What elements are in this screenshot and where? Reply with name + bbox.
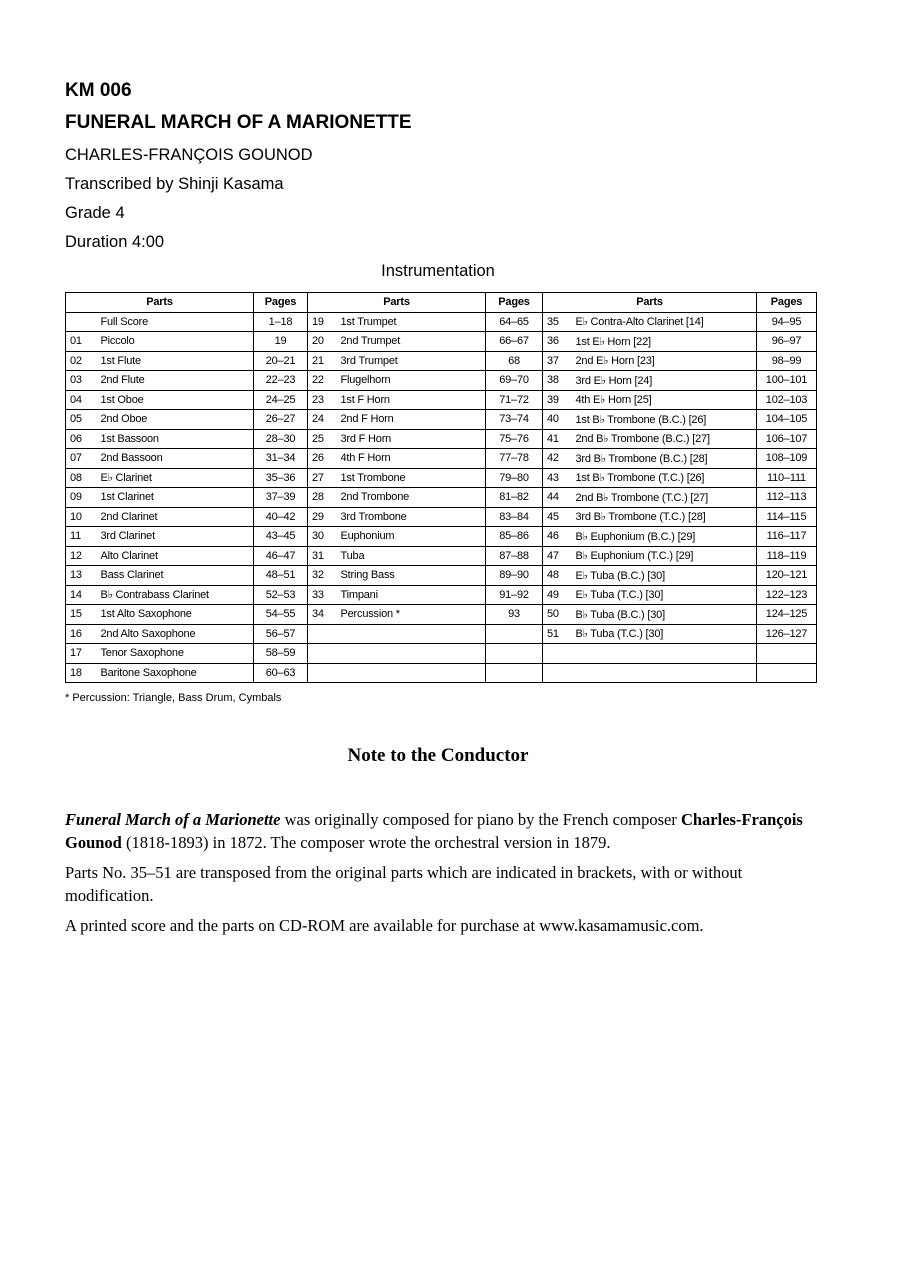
part-name: 2nd Trumpet — [339, 332, 486, 352]
part-pages: 69–70 — [486, 371, 543, 391]
part-number: 03 — [66, 371, 99, 391]
part-pages: 120–121 — [757, 566, 817, 586]
part-number — [66, 312, 99, 332]
part-name — [339, 644, 486, 664]
part-name: Timpani — [339, 585, 486, 605]
part-pages: 116–117 — [757, 527, 817, 547]
part-name: 1st Bassoon — [99, 429, 254, 449]
table-row — [66, 585, 817, 605]
part-name: 1st Flute — [99, 351, 254, 371]
part-name: 2nd B♭ Trombone (T.C.) [27] — [574, 488, 757, 508]
part-number — [308, 663, 339, 683]
table-row — [66, 488, 817, 508]
part-pages: 40–42 — [254, 507, 308, 527]
part-name: 2nd B♭ Trombone (B.C.) [27] — [574, 429, 757, 449]
part-pages: 102–103 — [757, 390, 817, 410]
composer-reference: Charles-François Gounod — [65, 810, 803, 852]
table-row — [66, 644, 817, 664]
part-number: 39 — [543, 390, 574, 410]
table-row — [66, 429, 817, 449]
part-name: String Bass — [339, 566, 486, 586]
note-paragraph: A printed score and the parts on CD-ROM are available for purchase at www.kasamamusic.com. — [65, 916, 704, 935]
part-pages: 46–47 — [254, 546, 308, 566]
part-number: 17 — [66, 644, 99, 664]
part-number: 43 — [543, 468, 574, 488]
catalog-code: KM 006 — [65, 80, 132, 101]
part-pages: 71–72 — [486, 390, 543, 410]
table-row — [66, 605, 817, 625]
part-name: 3rd Clarinet — [99, 527, 254, 547]
part-pages: 89–90 — [486, 566, 543, 586]
part-name: B♭ Tuba (T.C.) [30] — [574, 624, 757, 644]
part-number: 50 — [543, 605, 574, 625]
part-name: 1st Alto Saxophone — [99, 605, 254, 625]
part-number: 31 — [308, 546, 339, 566]
part-number — [543, 663, 574, 683]
part-pages: 91–92 — [486, 585, 543, 605]
part-name — [339, 624, 486, 644]
part-name: 3rd F Horn — [339, 429, 486, 449]
part-pages: 48–51 — [254, 566, 308, 586]
part-name: E♭ Tuba (T.C.) [30] — [574, 585, 757, 605]
part-number: 32 — [308, 566, 339, 586]
part-number: 05 — [66, 410, 99, 430]
part-number: 27 — [308, 468, 339, 488]
part-number: 04 — [66, 390, 99, 410]
column-header-parts: Parts — [66, 293, 254, 313]
part-number: 29 — [308, 507, 339, 527]
part-number: 45 — [543, 507, 574, 527]
part-pages: 83–84 — [486, 507, 543, 527]
part-name: 1st Trumpet — [339, 312, 486, 332]
part-number: 24 — [308, 410, 339, 430]
part-name: E♭ Tuba (B.C.) [30] — [574, 566, 757, 586]
part-pages — [486, 644, 543, 664]
part-pages: 93 — [486, 605, 543, 625]
table-row — [66, 371, 817, 391]
part-number: 22 — [308, 371, 339, 391]
part-number: 46 — [543, 527, 574, 547]
part-pages: 60–63 — [254, 663, 308, 683]
column-header-pages: Pages — [757, 293, 817, 313]
duration: Duration 4:00 — [65, 233, 165, 251]
column-header-pages: Pages — [254, 293, 308, 313]
part-number: 10 — [66, 507, 99, 527]
part-pages: 85–86 — [486, 527, 543, 547]
part-number: 11 — [66, 527, 99, 547]
part-name: Flugelhorn — [339, 371, 486, 391]
part-name: Alto Clarinet — [99, 546, 254, 566]
table-row — [66, 449, 817, 469]
part-pages: 112–113 — [757, 488, 817, 508]
part-number: 13 — [66, 566, 99, 586]
part-name — [574, 663, 757, 683]
part-number: 01 — [66, 332, 99, 352]
part-number: 23 — [308, 390, 339, 410]
part-pages — [486, 624, 543, 644]
column-header-pages: Pages — [486, 293, 543, 313]
part-pages: 37–39 — [254, 488, 308, 508]
note-paragraph — [65, 808, 815, 854]
part-pages: 31–34 — [254, 449, 308, 469]
part-number — [308, 624, 339, 644]
part-name: B♭ Euphonium (B.C.) [29] — [574, 527, 757, 547]
part-pages: 56–57 — [254, 624, 308, 644]
part-number: 20 — [308, 332, 339, 352]
part-name: 2nd Alto Saxophone — [99, 624, 254, 644]
part-pages: 35–36 — [254, 468, 308, 488]
grade-level: Grade 4 — [65, 204, 125, 222]
part-pages: 1–18 — [254, 312, 308, 332]
piece-title-reference: Funeral March of a Marionette — [65, 810, 281, 829]
part-number: 18 — [66, 663, 99, 683]
part-name: E♭ Clarinet — [99, 468, 254, 488]
part-number: 47 — [543, 546, 574, 566]
table-row — [66, 566, 817, 586]
part-number: 07 — [66, 449, 99, 469]
table-row — [66, 663, 817, 683]
part-pages — [486, 663, 543, 683]
part-number: 35 — [543, 312, 574, 332]
part-name: 3rd E♭ Horn [24] — [574, 371, 757, 391]
part-number: 14 — [66, 585, 99, 605]
part-pages: 118–119 — [757, 546, 817, 566]
part-pages: 114–115 — [757, 507, 817, 527]
part-name: 2nd Bassoon — [99, 449, 254, 469]
instrumentation-heading: Instrumentation — [381, 262, 495, 280]
part-name: 1st Trombone — [339, 468, 486, 488]
composer-name: CHARLES-FRANÇOIS GOUNOD — [65, 146, 313, 164]
part-name: 2nd Flute — [99, 371, 254, 391]
part-name: 3rd Trumpet — [339, 351, 486, 371]
table-row — [66, 390, 817, 410]
part-name: B♭ Contrabass Clarinet — [99, 585, 254, 605]
part-number — [543, 644, 574, 664]
part-pages: 81–82 — [486, 488, 543, 508]
part-name: 3rd Trombone — [339, 507, 486, 527]
part-number: 15 — [66, 605, 99, 625]
part-pages: 52–53 — [254, 585, 308, 605]
part-name: 1st F Horn — [339, 390, 486, 410]
part-pages: 20–21 — [254, 351, 308, 371]
part-pages: 110–111 — [757, 468, 817, 488]
part-name: 2nd F Horn — [339, 410, 486, 430]
piece-title: FUNERAL MARCH OF A MARIONETTE — [65, 112, 412, 133]
part-pages: 24–25 — [254, 390, 308, 410]
part-pages: 43–45 — [254, 527, 308, 547]
document-header — [65, 80, 412, 262]
part-pages: 66–67 — [486, 332, 543, 352]
instrumentation-table-body — [66, 312, 817, 683]
part-name: Baritone Saxophone — [99, 663, 254, 683]
part-number: 49 — [543, 585, 574, 605]
part-pages: 58–59 — [254, 644, 308, 664]
table-row — [66, 468, 817, 488]
table-row — [66, 312, 817, 332]
part-pages: 87–88 — [486, 546, 543, 566]
part-number: 25 — [308, 429, 339, 449]
part-pages: 77–78 — [486, 449, 543, 469]
part-number: 02 — [66, 351, 99, 371]
part-pages: 126–127 — [757, 624, 817, 644]
part-number: 28 — [308, 488, 339, 508]
part-pages: 98–99 — [757, 351, 817, 371]
part-pages: 124–125 — [757, 605, 817, 625]
part-pages: 26–27 — [254, 410, 308, 430]
part-number: 09 — [66, 488, 99, 508]
table-row — [66, 527, 817, 547]
part-number: 34 — [308, 605, 339, 625]
part-name: 2nd Oboe — [99, 410, 254, 430]
part-pages — [757, 663, 817, 683]
part-number: 51 — [543, 624, 574, 644]
part-number: 21 — [308, 351, 339, 371]
note-heading: Note to the Conductor — [347, 745, 529, 766]
part-number: 16 — [66, 624, 99, 644]
part-name: Bass Clarinet — [99, 566, 254, 586]
part-pages: 104–105 — [757, 410, 817, 430]
part-number: 37 — [543, 351, 574, 371]
percussion-footnote: * Percussion: Triangle, Bass Drum, Cymbals — [65, 692, 282, 704]
part-number: 12 — [66, 546, 99, 566]
part-name: Percussion * — [339, 605, 486, 625]
part-name — [574, 644, 757, 664]
part-pages: 75–76 — [486, 429, 543, 449]
part-number: 42 — [543, 449, 574, 469]
note-paragraph: Parts No. 35–51 are transposed from the original parts which are indicated in brackets, with or without modification. — [65, 863, 743, 905]
part-pages: 94–95 — [757, 312, 817, 332]
note-text: was originally composed for piano by the French composer — [280, 810, 681, 829]
part-name: 1st E♭ Horn [22] — [574, 332, 757, 352]
part-name: 1st Clarinet — [99, 488, 254, 508]
part-name: 3rd B♭ Trombone (T.C.) [28] — [574, 507, 757, 527]
part-number: 06 — [66, 429, 99, 449]
note-text: (1818-1893) in 1872. The composer wrote the orchestral version in 1879. — [121, 833, 611, 852]
part-name: 1st B♭ Trombone (T.C.) [26] — [574, 468, 757, 488]
instrumentation-table — [65, 292, 817, 683]
part-pages: 28–30 — [254, 429, 308, 449]
part-name — [339, 663, 486, 683]
part-number: 41 — [543, 429, 574, 449]
table-row — [66, 507, 817, 527]
part-pages: 19 — [254, 332, 308, 352]
table-row — [66, 410, 817, 430]
note-body — [65, 808, 815, 944]
part-name: Tuba — [339, 546, 486, 566]
part-name: 4th E♭ Horn [25] — [574, 390, 757, 410]
part-name: 2nd E♭ Horn [23] — [574, 351, 757, 371]
table-row — [66, 351, 817, 371]
part-name: 2nd Clarinet — [99, 507, 254, 527]
part-name: 3rd B♭ Trombone (B.C.) [28] — [574, 449, 757, 469]
part-number: 08 — [66, 468, 99, 488]
part-pages: 106–107 — [757, 429, 817, 449]
part-name: 2nd Trombone — [339, 488, 486, 508]
table-row — [66, 332, 817, 352]
part-number: 19 — [308, 312, 339, 332]
part-pages: 22–23 — [254, 371, 308, 391]
part-pages: 96–97 — [757, 332, 817, 352]
part-name: Tenor Saxophone — [99, 644, 254, 664]
part-number: 26 — [308, 449, 339, 469]
column-header-parts: Parts — [543, 293, 757, 313]
part-name: Euphonium — [339, 527, 486, 547]
part-number — [308, 644, 339, 664]
part-name: Piccolo — [99, 332, 254, 352]
part-number: 36 — [543, 332, 574, 352]
part-number: 40 — [543, 410, 574, 430]
part-pages: 68 — [486, 351, 543, 371]
table-header-row — [66, 293, 817, 313]
part-pages: 54–55 — [254, 605, 308, 625]
part-pages — [757, 644, 817, 664]
part-number: 38 — [543, 371, 574, 391]
part-pages: 79–80 — [486, 468, 543, 488]
part-name: 4th F Horn — [339, 449, 486, 469]
part-name: B♭ Tuba (B.C.) [30] — [574, 605, 757, 625]
part-number: 30 — [308, 527, 339, 547]
part-pages: 122–123 — [757, 585, 817, 605]
part-pages: 64–65 — [486, 312, 543, 332]
part-pages: 73–74 — [486, 410, 543, 430]
part-name: B♭ Euphonium (T.C.) [29] — [574, 546, 757, 566]
transcriber-credit: Transcribed by Shinji Kasama — [65, 175, 284, 193]
column-header-parts: Parts — [308, 293, 486, 313]
part-name: Full Score — [99, 312, 254, 332]
part-pages: 108–109 — [757, 449, 817, 469]
part-number: 44 — [543, 488, 574, 508]
part-name: E♭ Contra-Alto Clarinet [14] — [574, 312, 757, 332]
part-name: 1st Oboe — [99, 390, 254, 410]
table-row — [66, 624, 817, 644]
part-number: 48 — [543, 566, 574, 586]
part-number: 33 — [308, 585, 339, 605]
part-pages: 100–101 — [757, 371, 817, 391]
table-row — [66, 546, 817, 566]
part-name: 1st B♭ Trombone (B.C.) [26] — [574, 410, 757, 430]
